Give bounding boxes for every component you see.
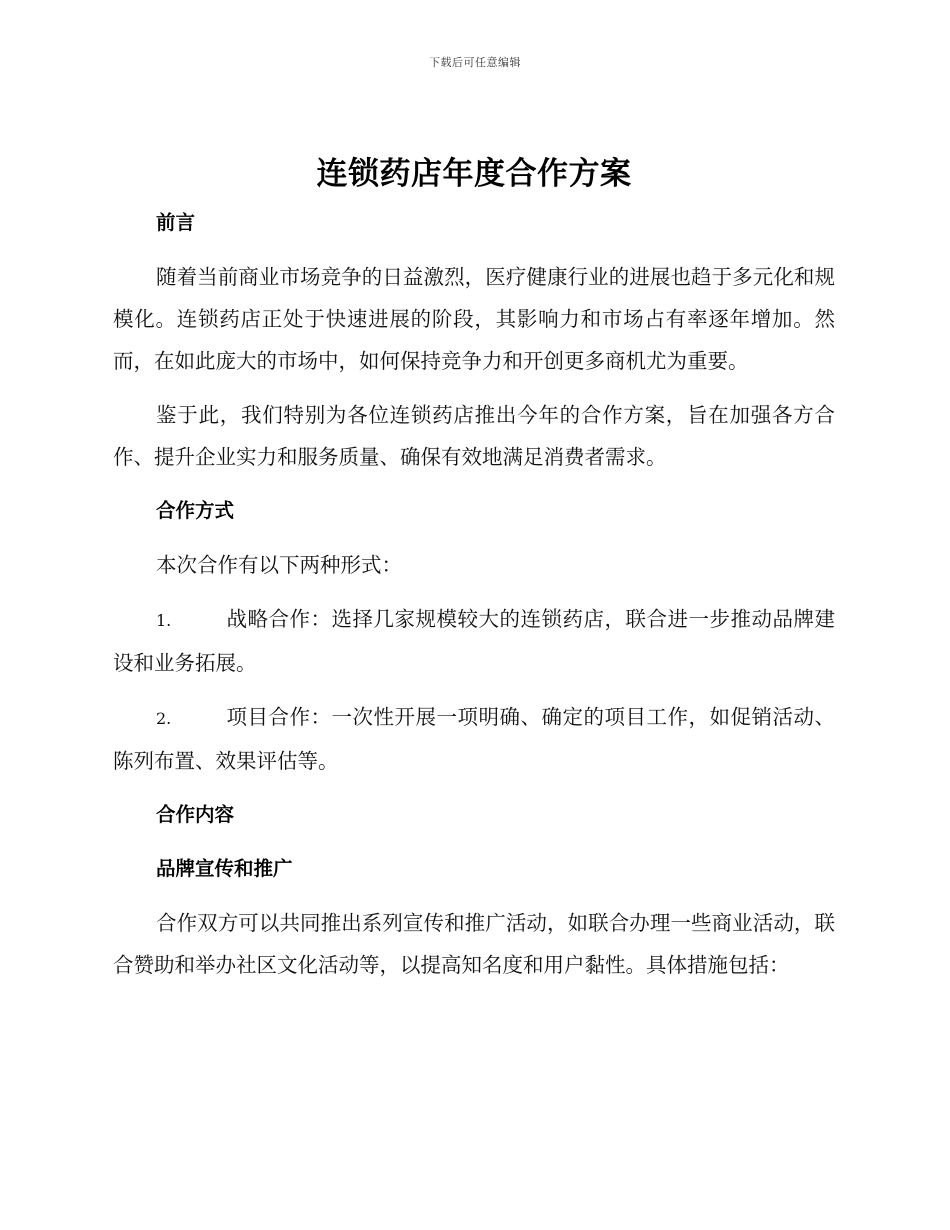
document-title: 连锁药店年度合作方案 — [316, 156, 632, 192]
subsection-heading-brand: 品牌宣传和推广 — [156, 857, 293, 880]
list-item-number: 2. — [156, 709, 172, 728]
section-heading-methods: 合作方式 — [156, 499, 235, 522]
section-heading-preface: 前言 — [156, 211, 196, 234]
preface-paragraph-1: 随着当前商业市场竞争的日益激烈，医疗健康行业的进展也趋于多元化和规模化。连锁药店正处于快速进展的阶段，其影响力和市场占有率逐年增加。然而，在如此庞大的市场中，如何保持竞争力和开创更多商机尤为重要。 — [113, 265, 835, 373]
preface-paragraph-2: 鉴于此，我们特别为各位连锁药店推出今年的合作方案，旨在加强各方合作、提升企业实力和服务质量、确保有效地满足消费者需求。 — [113, 403, 835, 469]
list-item-text: 战略合作：选择几家规模较大的连锁药店，联合进一步推动品牌建设和业务拓展。 — [113, 607, 835, 675]
methods-intro: 本次合作有以下两种形式： — [156, 553, 402, 577]
list-item — [113, 696, 835, 782]
section-heading-content: 合作内容 — [156, 803, 235, 826]
list-item — [113, 598, 835, 684]
list-item-text: 项目合作：一次性开展一项明确、确定的项目工作，如促销活动、陈列布置、效果评估等。 — [113, 705, 835, 773]
header-note: 下载后可任意编辑 — [429, 56, 521, 69]
brand-paragraph: 合作双方可以共同推出系列宣传和推广活动，如联合办理一些商业活动，联合赞助和举办社区文化活动等，以提高知名度和用户黏性。具体措施包括： — [113, 911, 835, 977]
list-item-number: 1. — [156, 611, 172, 630]
document-body — [113, 146, 835, 986]
